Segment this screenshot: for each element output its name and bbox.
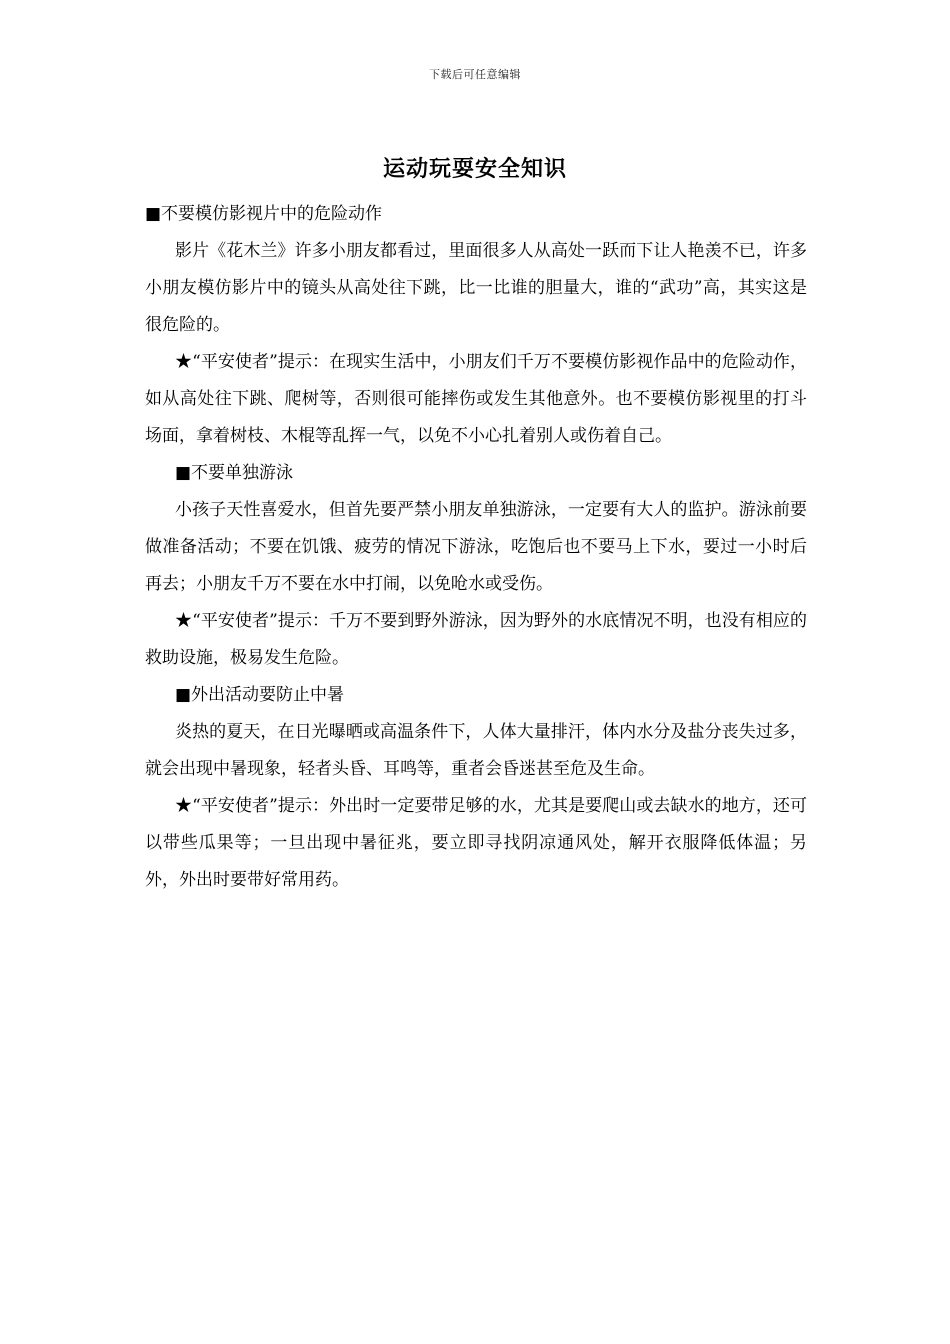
section-heading-heatstroke: ■外出活动要防止中暑 xyxy=(175,685,345,705)
document-title: 运动玩耍安全知识 xyxy=(382,156,567,182)
paragraph-heatstroke-tip: ★“平安使者”提示：外出时一定要带足够的水，尤其是要爬山或去缺水的地方，还可以带些瓜果等；一旦出现中暑征兆，要立即寻找阴凉通风处，解开衣服降低体温；另外，外出时要带好常用药。 xyxy=(145,796,807,890)
header-note: 下载后可任意编辑 xyxy=(429,68,521,81)
section-heading-swimming: ■不要单独游泳 xyxy=(175,463,294,483)
paragraph-swimming-tip: ★“平安使者”提示：千万不要到野外游泳，因为野外的水底情况不明，也没有相应的救助设施，极易发生危险。 xyxy=(145,611,807,668)
section-heading-imitation: ■不要模仿影视片中的危险动作 xyxy=(145,204,383,224)
paragraph-imitation-tip: ★“平安使者”提示：在现实生活中，小朋友们千万不要模仿影视作品中的危险动作，如从高处往下跳、爬树等，否则很可能摔伤或发生其他意外。也不要模仿影视里的打斗场面，拿着树枝、木棍等乱挥一气，以免不小心扎着别人或伤着自己。 xyxy=(145,352,807,446)
paragraph-imitation-body: 影片《花木兰》许多小朋友都看过，里面很多人从高处一跃而下让人艳羡不已，许多小朋友模仿影片中的镜头从高处往下跳，比一比谁的胆量大，谁的“武功”高，其实这是很危险的。 xyxy=(145,241,807,335)
document-body xyxy=(145,196,807,899)
paragraph-swimming-body: 小孩子天性喜爱水，但首先要严禁小朋友单独游泳，一定要有大人的监护。游泳前要做准备活动；不要在饥饿、疲劳的情况下游泳，吃饱后也不要马上下水，要过一小时后再去；小朋友千万不要在水中打闹，以免呛水或受伤。 xyxy=(145,500,807,594)
paragraph-heatstroke-body: 炎热的夏天，在日光曝晒或高温条件下，人体大量排汗，体内水分及盐分丧失过多，就会出现中暑现象，轻者头昏、耳鸣等，重者会昏迷甚至危及生命。 xyxy=(145,722,807,779)
